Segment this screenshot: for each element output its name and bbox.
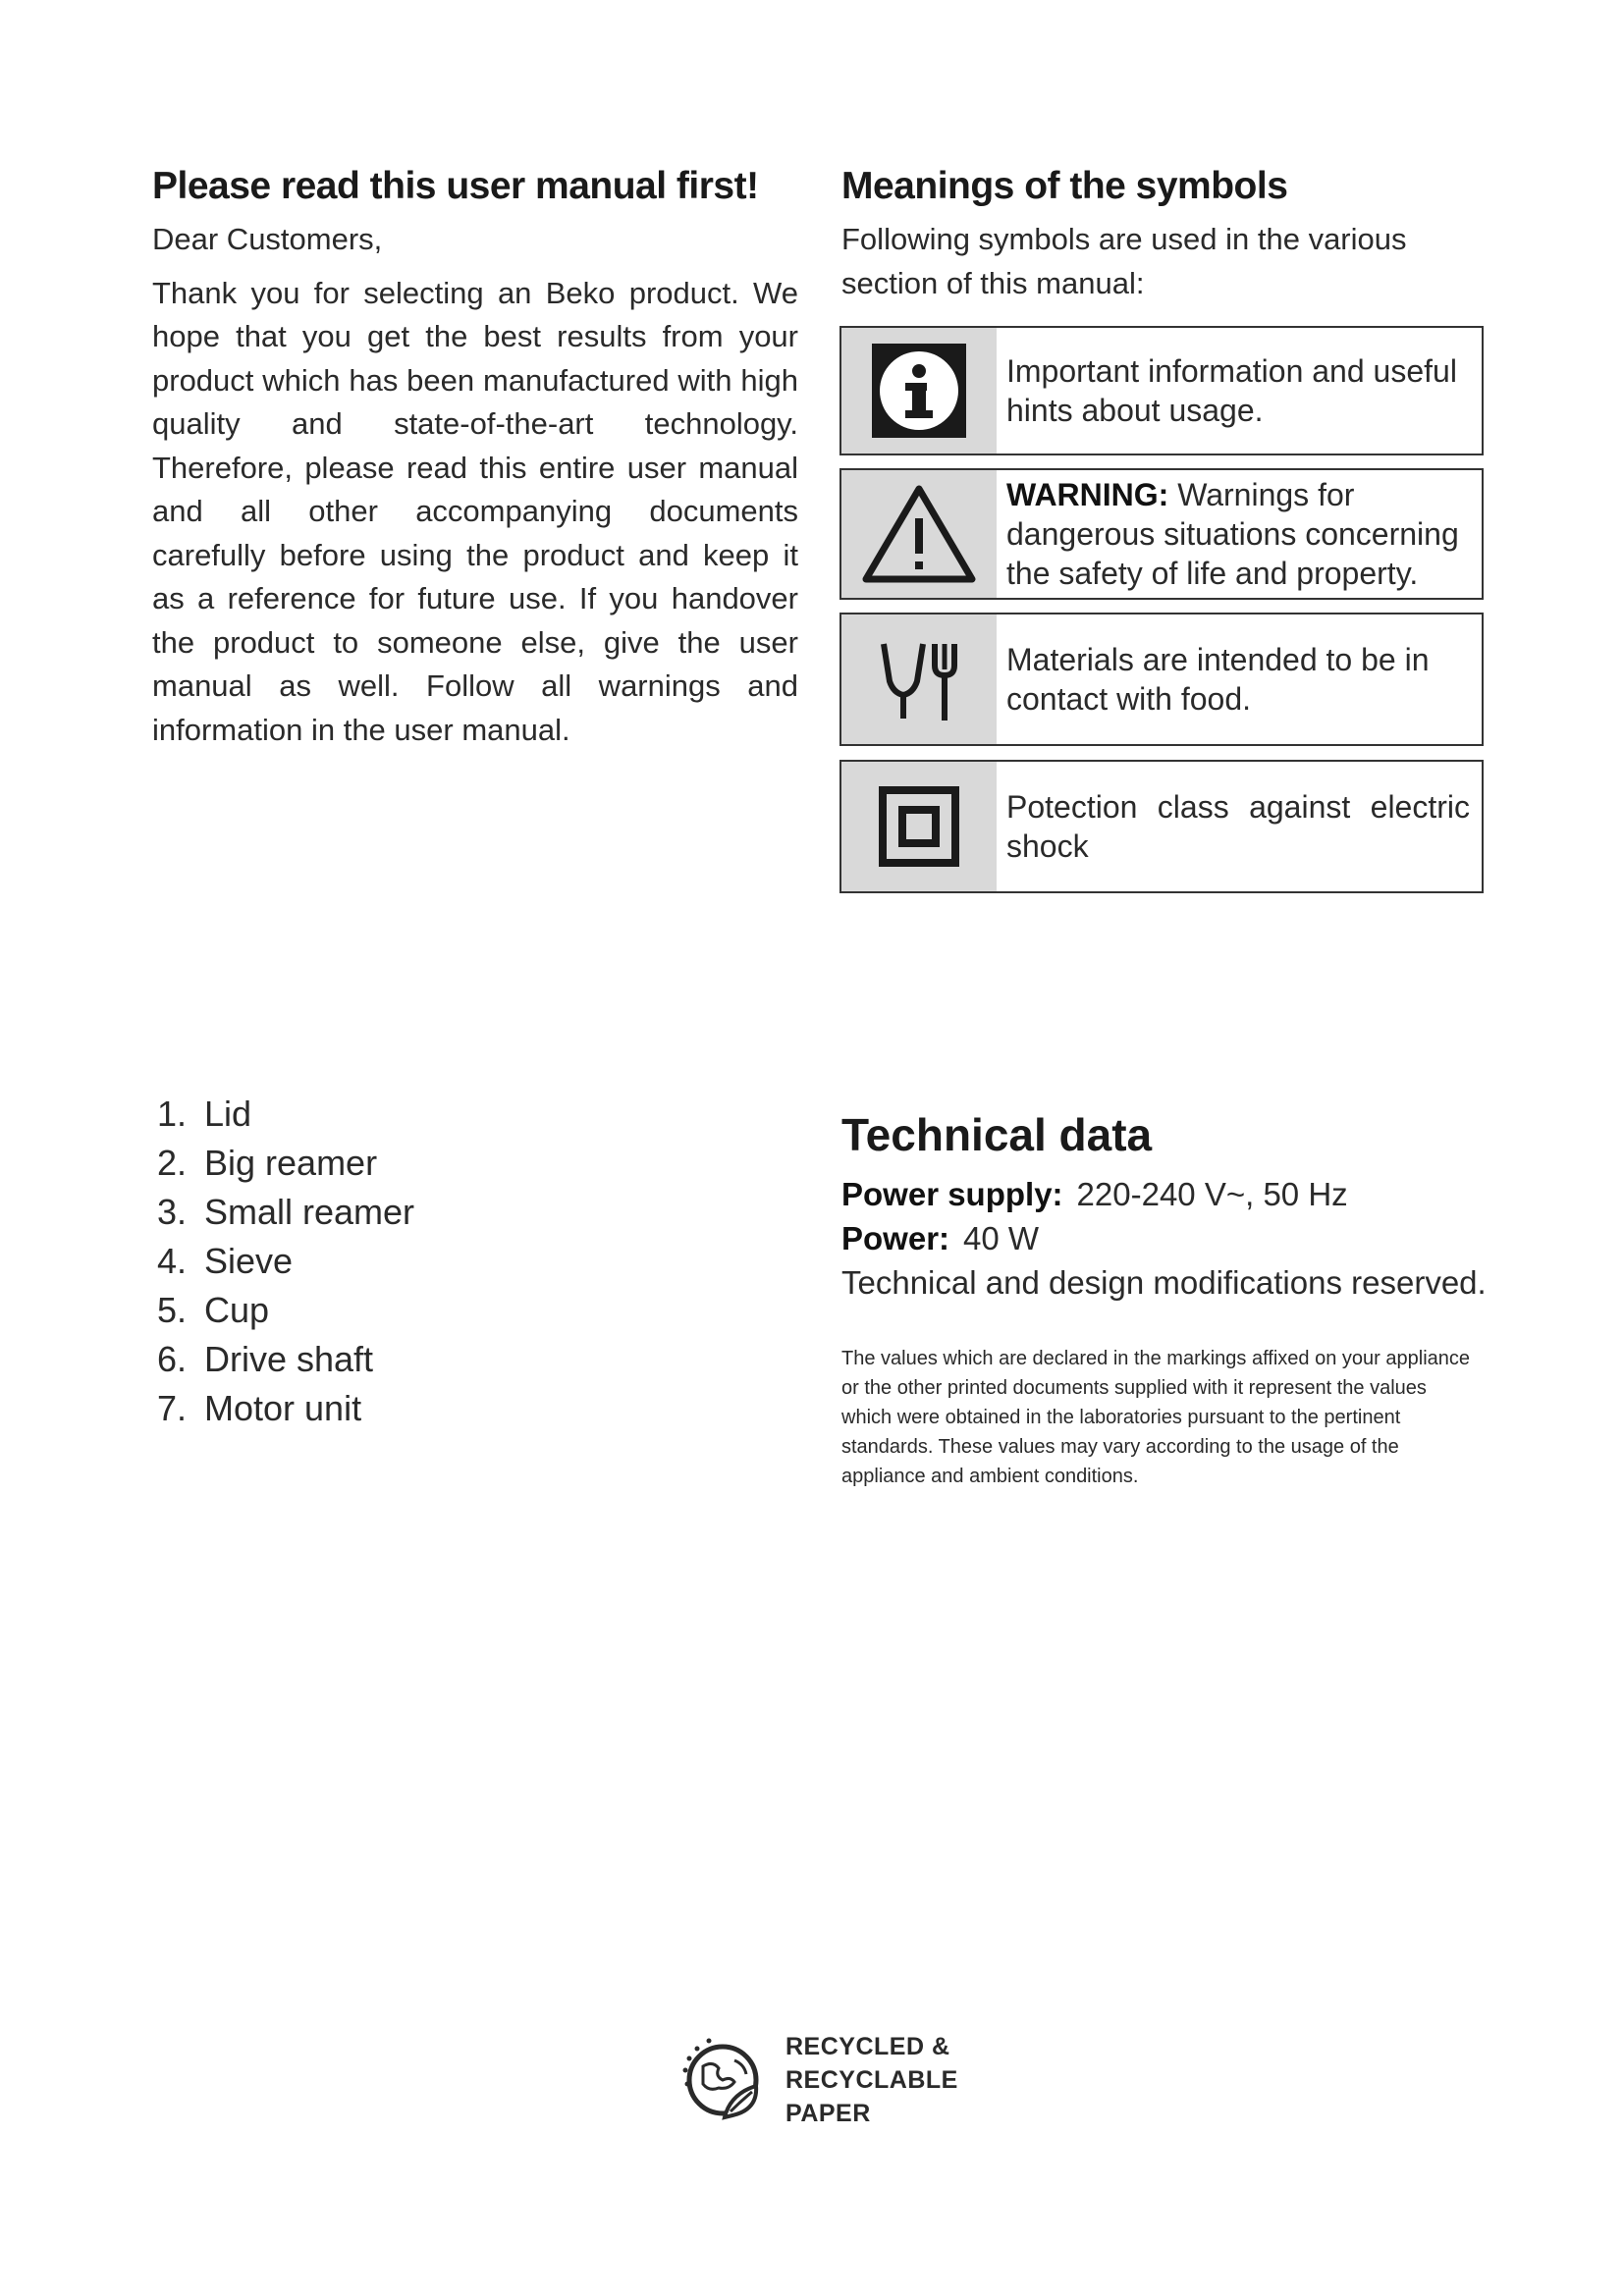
list-item: 2. Big reamer bbox=[157, 1143, 378, 1183]
symbol-info-text: Important information and useful hints about usage. bbox=[1006, 353, 1457, 428]
technical-title: Technical data bbox=[841, 1109, 1153, 1160]
power-supply-value: 220-240 V~, 50 Hz bbox=[1076, 1176, 1348, 1212]
parts-list bbox=[157, 1090, 414, 1433]
symbols-section bbox=[841, 165, 1489, 305]
recycled-paper-logo bbox=[676, 2030, 958, 2130]
protection-class-icon bbox=[841, 762, 997, 891]
symbol-food-text: Materials are intended to be in contact with food. bbox=[1006, 642, 1430, 717]
food-contact-icon bbox=[841, 614, 997, 744]
intro-greeting: Dear Customers, bbox=[152, 222, 383, 256]
power-supply-row bbox=[841, 1172, 1489, 1216]
symbol-food-box bbox=[839, 613, 1484, 746]
warning-icon bbox=[841, 470, 997, 598]
values-disclaimer: The values which are declared in the markings affixed on your appliance or the other printed documents supplied with it represent the values which were obtained in the laboratories pursuant to the pertinent standards. These values may vary according to the usage of the appliance and ambient conditions. bbox=[841, 1348, 1470, 1487]
list-item: 7. Motor unit bbox=[157, 1388, 362, 1428]
power-row bbox=[841, 1216, 1489, 1260]
symbol-protection-box bbox=[839, 760, 1484, 893]
info-icon bbox=[841, 328, 997, 454]
recycled-paper-text: RECYCLED & RECYCLABLE PAPER bbox=[785, 2033, 958, 2127]
symbol-warning-box bbox=[839, 468, 1484, 600]
list-item: 1. Lid bbox=[157, 1094, 252, 1134]
list-item: 3. Small reamer bbox=[157, 1192, 415, 1232]
symbol-info-box bbox=[839, 326, 1484, 455]
symbol-protection-text: Potection class against electric shock bbox=[1006, 789, 1470, 864]
power-supply-label: Power supply: bbox=[841, 1176, 1063, 1212]
symbol-warning-text: Warnings for dangerous situations concerning the safety of life and property. bbox=[1006, 477, 1459, 591]
intro-title: Please read this user manual first! bbox=[152, 165, 759, 207]
technical-section bbox=[841, 1107, 1489, 1491]
intro-section bbox=[152, 165, 798, 752]
list-item: 6. Drive shaft bbox=[157, 1339, 374, 1379]
list-item: 5. Cup bbox=[157, 1290, 270, 1330]
symbols-intro: Following symbols are used in the various section of this manual: bbox=[841, 222, 1407, 300]
symbols-title: Meanings of the symbols bbox=[841, 165, 1288, 207]
power-label: Power: bbox=[841, 1220, 950, 1256]
recycled-paper-icon bbox=[676, 2031, 774, 2129]
modifications-note: Technical and design modifications reserved. bbox=[841, 1264, 1487, 1301]
power-value: 40 W bbox=[963, 1220, 1040, 1256]
intro-body: Thank you for selecting an Beko product. We hope that you get the best results from your product which has been manufactured with high quality and state-of-the-art technology. Therefore, please read this entire user manual and all other accompanying documents carefully before using the product and keep it as a reference for future use. If you handover the product to someone else, give the user manual as well. Follow all warnings and information in the user manual. bbox=[152, 275, 798, 747]
warning-label: WARNING: bbox=[1006, 477, 1169, 512]
list-item: 4. Sieve bbox=[157, 1241, 294, 1281]
